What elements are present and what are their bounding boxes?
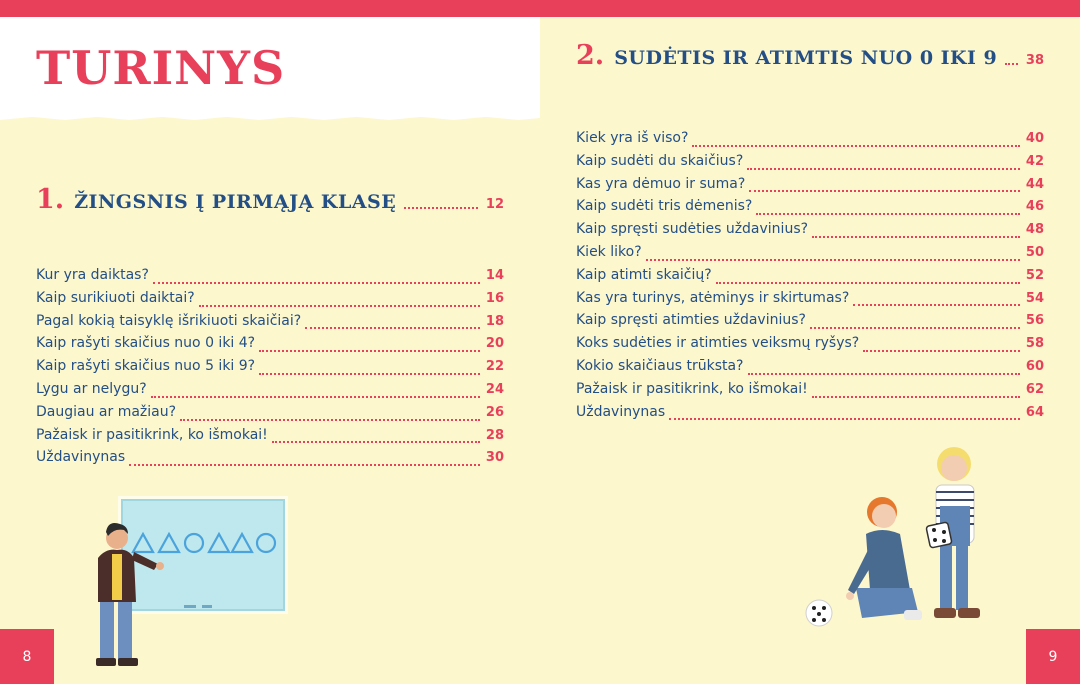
page-number-left: 8	[0, 629, 54, 684]
toc-entry-label: Kur yra daiktas?	[36, 267, 149, 283]
toc-entry-label: Kaip sudėti du skaičius?	[576, 152, 744, 169]
toc-entry-page: 44	[1025, 176, 1044, 192]
chapter-page: 38	[1025, 53, 1044, 68]
toc-entry-label: Kaip sudėti tris dėmenis?	[576, 198, 753, 215]
toc-entry-label: Uždavinynas	[36, 449, 126, 466]
toc-entry-page: 22	[485, 359, 504, 375]
toc-entry-page: 52	[1025, 267, 1044, 283]
leader-dots	[259, 373, 480, 375]
toc-entry-page: 64	[1025, 404, 1044, 420]
toc-entry-page: 48	[1025, 222, 1044, 238]
toc-entry[interactable]	[576, 290, 1044, 313]
leader-dots	[747, 168, 1020, 170]
toc-entry[interactable]	[576, 381, 1044, 404]
toc-entry[interactable]	[36, 267, 504, 290]
leader-dots	[180, 419, 480, 421]
toc-entry-label: Daugiau ar mažiau?	[36, 403, 177, 420]
leader-dots	[151, 396, 480, 398]
toc-entry[interactable]	[36, 335, 504, 358]
toc-entry-label: Kiek liko?	[576, 243, 642, 260]
leader-dots	[129, 464, 480, 466]
toc-entry-page: 14	[485, 268, 504, 283]
chapter-1-toc-list	[36, 267, 504, 472]
chapter-number: 2.	[576, 40, 605, 71]
leader-dots	[810, 327, 1020, 329]
toc-entry[interactable]	[576, 130, 1044, 153]
toc-entry-label: Kaip rašyti skaičius nuo 0 iki 4?	[36, 335, 256, 352]
toc-entry[interactable]	[576, 153, 1044, 176]
toc-entry-label: Pažaisk ir pasitikrink, ko išmokai!	[576, 380, 808, 397]
toc-entry-label: Kas yra turinys, atėminys ir skirtumas?	[576, 289, 850, 306]
toc-entry-page: 24	[485, 381, 504, 397]
leader-dots	[669, 418, 1020, 420]
leader-dots	[199, 305, 480, 307]
toc-entry-page: 20	[485, 336, 504, 352]
toc-entry-label: Koks sudėties ir atimties veiksmų ryšys?	[576, 335, 860, 352]
toc-entry-page: 60	[1025, 358, 1044, 374]
leader-dots	[756, 213, 1020, 215]
chapter-title: ŽINGSNIS Į PIRMĄJĄ KLASĘ	[74, 191, 397, 213]
chapter-1-heading[interactable]	[36, 184, 504, 215]
toc-entry[interactable]	[36, 381, 504, 404]
toc-entry-label: Kaip spręsti atimties uždavinius?	[576, 312, 806, 329]
toc-entry[interactable]	[576, 221, 1044, 244]
toc-entry-page: 56	[1025, 313, 1044, 329]
toc-entry-page: 42	[1025, 153, 1044, 169]
page-title: TURINYS	[36, 41, 286, 95]
toc-entry[interactable]	[36, 427, 504, 450]
leader-dots	[863, 350, 1020, 352]
leader-dots	[692, 145, 1020, 147]
toc-entry-page: 46	[1025, 199, 1044, 215]
chapter-number: 1.	[36, 184, 65, 215]
leader-dots	[748, 373, 1021, 375]
page-number-right: 9	[1026, 629, 1080, 684]
toc-entry-label: Kaip spręsti sudėties uždavinius?	[576, 221, 809, 238]
toc-entry-label: Pagal kokią taisyklę išrikiuoti skaičiai?	[36, 312, 302, 329]
toc-entry-page: 58	[1025, 336, 1044, 352]
toc-entry[interactable]	[576, 335, 1044, 358]
toc-entry[interactable]	[36, 358, 504, 381]
toc-entry[interactable]	[576, 176, 1044, 199]
leader-dots	[404, 207, 478, 209]
leader-dots	[259, 350, 480, 352]
toc-entry-page: 50	[1025, 244, 1044, 260]
leader-dots	[153, 282, 480, 284]
toc-entry[interactable]	[576, 404, 1044, 427]
leader-dots	[716, 282, 1020, 284]
toc-entry-page: 30	[485, 450, 504, 466]
toc-entry[interactable]	[576, 244, 1044, 267]
toc-entry-label: Kokio skaičiaus trūksta?	[576, 357, 744, 374]
toc-entry-page: 26	[485, 404, 504, 420]
toc-entry-page: 18	[485, 313, 504, 329]
toc-entry-page: 54	[1025, 290, 1044, 306]
toc-entry-label: Kaip surikiuoti daiktai?	[36, 289, 195, 306]
floor-dice-icon	[806, 600, 832, 626]
toc-entry-label: Uždavinynas	[576, 403, 666, 420]
leader-dots	[646, 259, 1020, 261]
toc-entry[interactable]	[36, 290, 504, 313]
leader-dots	[853, 304, 1020, 306]
leader-dots	[1005, 63, 1018, 65]
leader-dots	[272, 441, 480, 443]
toc-entry[interactable]	[576, 358, 1044, 381]
leader-dots	[749, 190, 1020, 192]
toc-entry[interactable]	[576, 267, 1044, 290]
toc-entry-label: Kiek yra iš viso?	[576, 130, 689, 146]
toc-entry-page: 40	[1025, 131, 1044, 146]
chapter-page: 12	[485, 197, 504, 212]
toc-entry[interactable]	[576, 198, 1044, 221]
toc-entry-label: Kas yra dėmuo ir suma?	[576, 175, 746, 192]
children-with-dice-illustration	[800, 440, 1000, 645]
toc-entry[interactable]	[36, 313, 504, 336]
top-color-bar	[0, 0, 1080, 17]
toc-entry[interactable]	[36, 404, 504, 427]
teacher-at-board-illustration	[84, 494, 294, 670]
toc-entry-label: Kaip rašyti skaičius nuo 5 iki 9?	[36, 358, 256, 375]
chapter-title: SUDĖTIS IR ATIMTIS NUO 0 IKI 9	[614, 47, 998, 69]
dice-icon	[926, 522, 952, 548]
toc-entry[interactable]	[576, 312, 1044, 335]
leader-dots	[812, 396, 1020, 398]
board-icon	[122, 500, 284, 610]
toc-entry-label: Lygu ar nelygu?	[36, 380, 147, 397]
toc-entry-label: Kaip atimti skaičių?	[576, 266, 712, 283]
leader-dots	[305, 327, 480, 329]
toc-entry[interactable]	[36, 449, 504, 472]
toc-entry-page: 62	[1025, 381, 1044, 397]
leader-dots	[812, 236, 1020, 238]
chapter-2-toc-list	[576, 130, 1044, 426]
toc-entry-label: Pažaisk ir pasitikrink, ko išmokai!	[36, 426, 268, 443]
chapter-2-heading[interactable]	[576, 40, 1044, 71]
toc-entry-page: 28	[485, 427, 504, 443]
toc-entry-page: 16	[485, 290, 504, 306]
